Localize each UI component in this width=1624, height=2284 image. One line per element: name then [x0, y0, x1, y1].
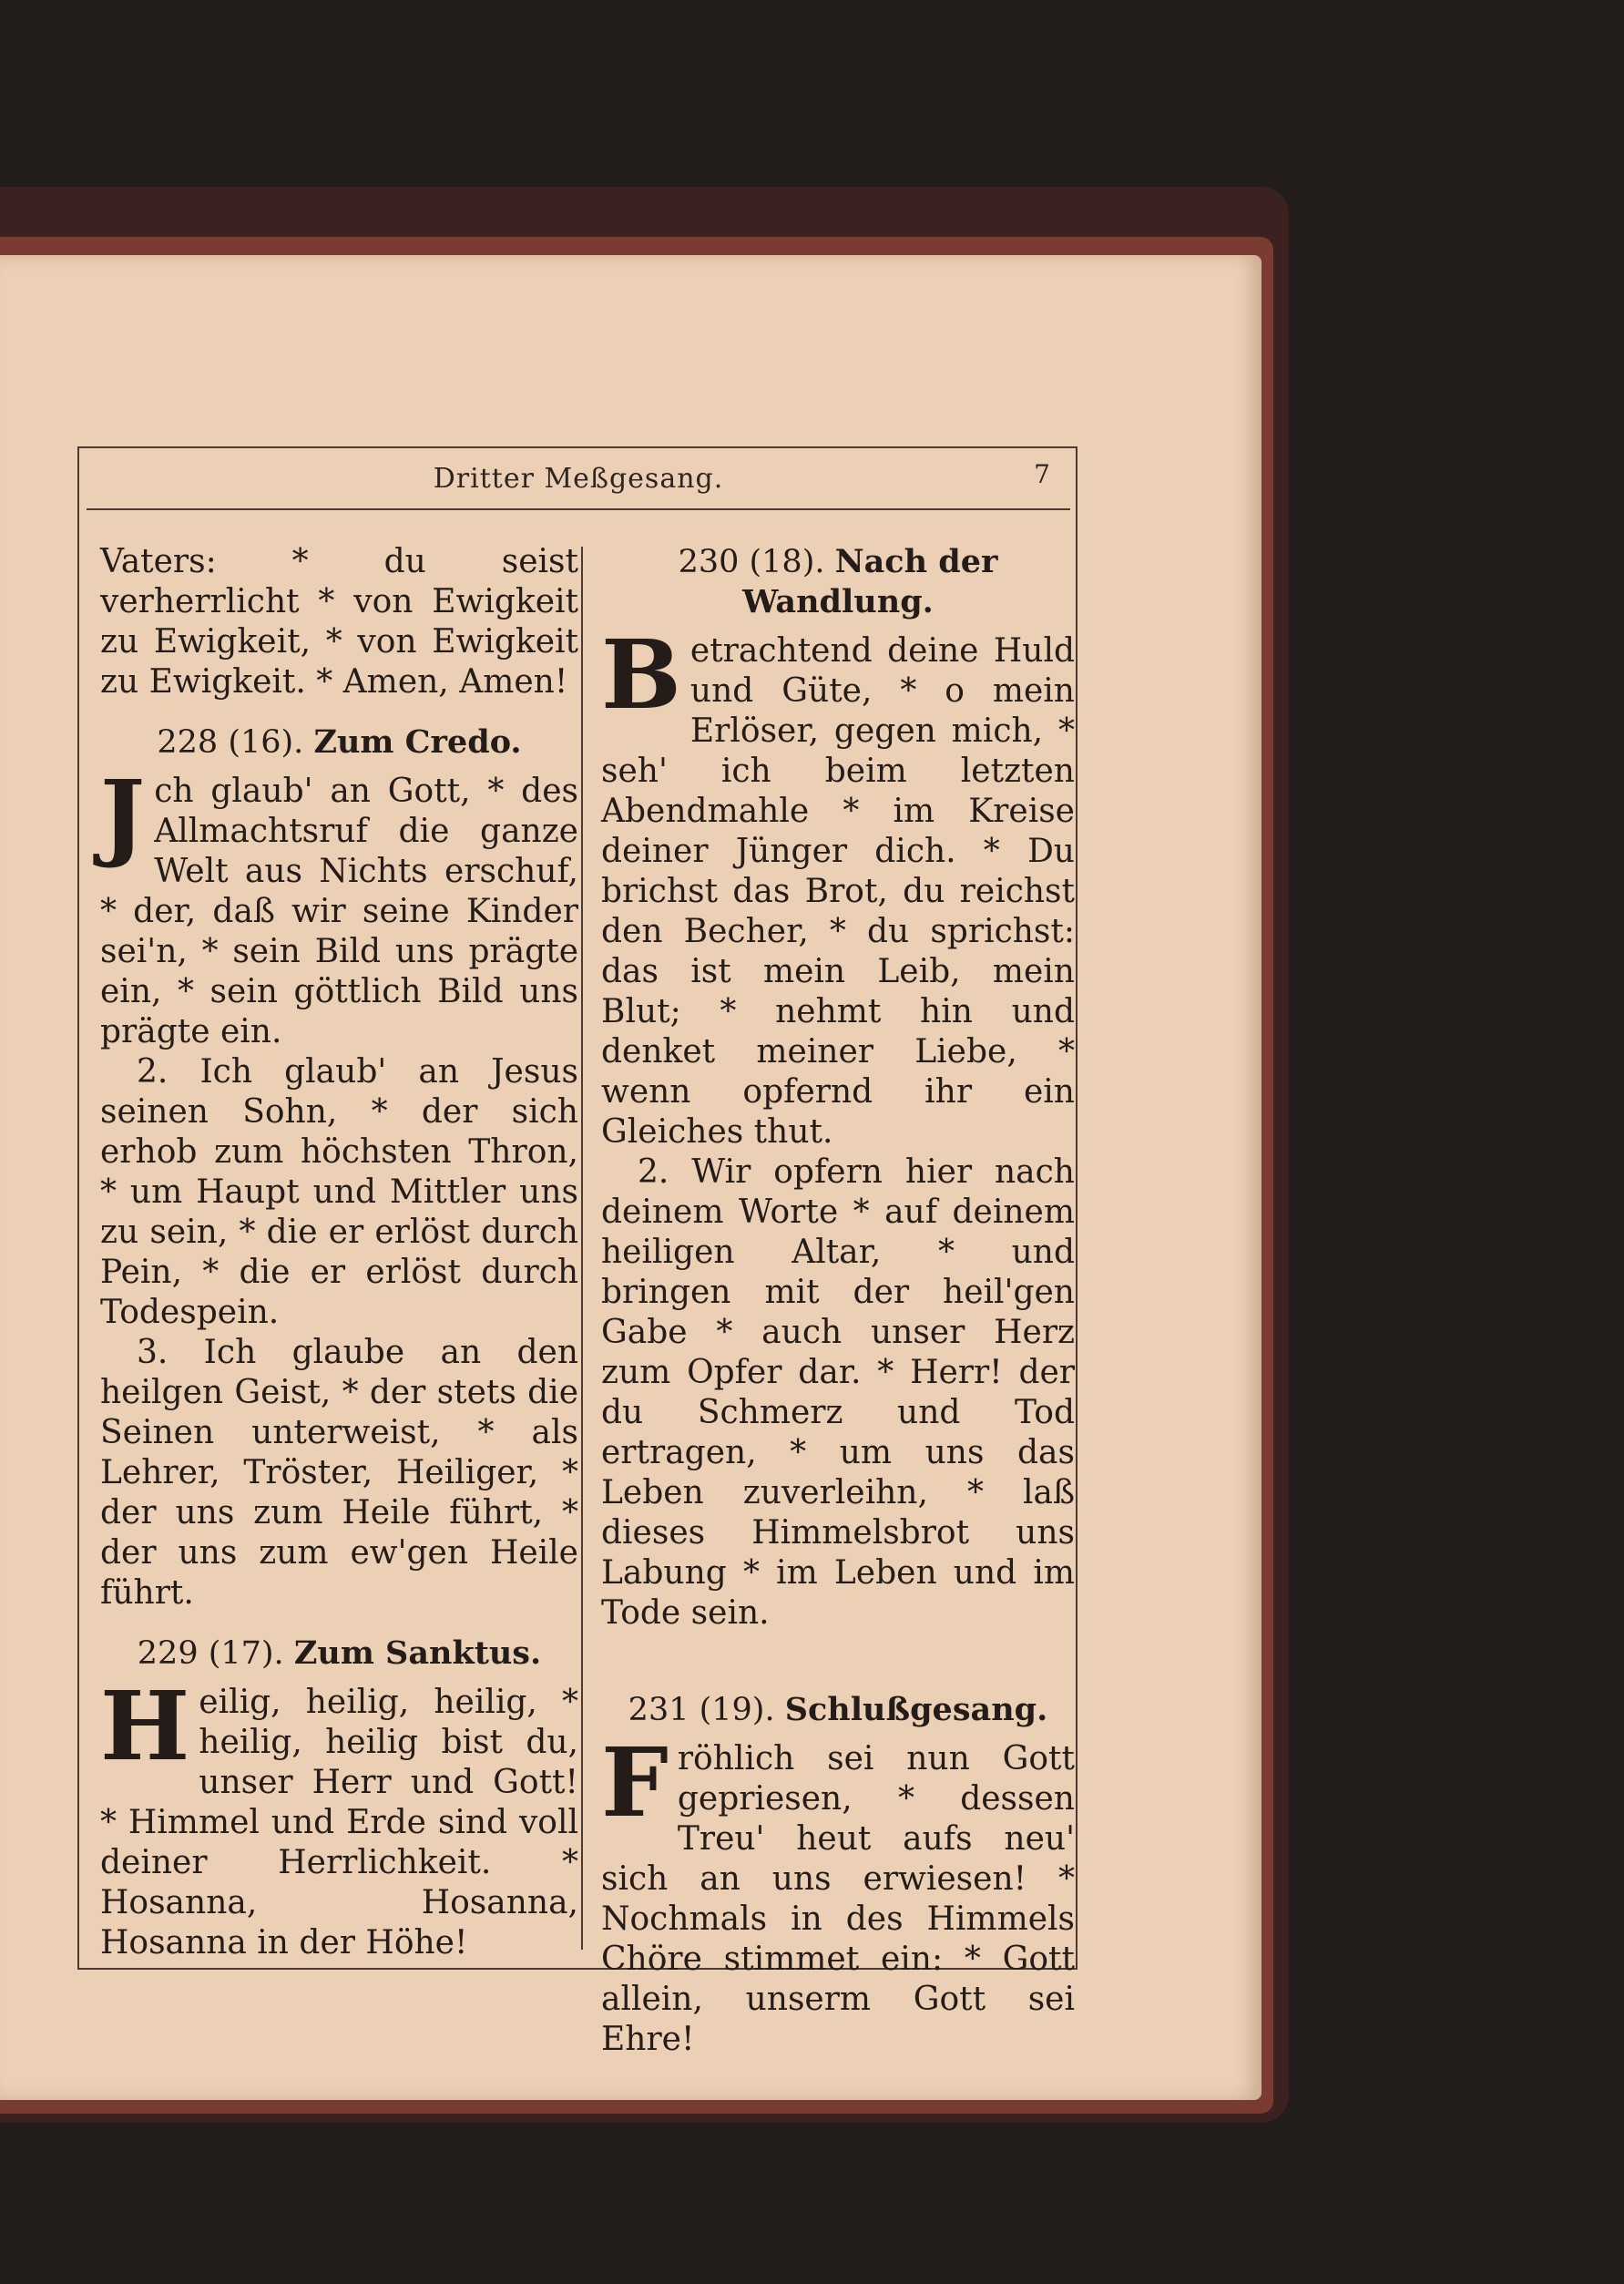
hymn-229-dropcap: H [100, 1670, 190, 1782]
hymn-228-verse-1-text: ch glaub' an Gott, * des Allmachtsruf die ganze Welt aus Nichts erschuf, * der, daß wir seine Kinder sei'n, * sein Bild uns prägte ein, * sein göttlich Bild uns prägte ein. [100, 773, 578, 1050]
hymn-231-verse-1 [601, 1726, 1075, 2060]
hymn-228-dropcap: J [100, 759, 146, 871]
left-column [100, 542, 578, 1963]
hymn-230-title: Nach der Wandlung. [742, 543, 998, 620]
hymn-229-heading [100, 1634, 578, 1674]
hymn-228-heading [100, 722, 578, 763]
column-divider [581, 547, 583, 1950]
hymn-229-title: Zum Sanktus. [293, 1634, 542, 1672]
hymn-231-title: Schlußgesang. [784, 1691, 1048, 1728]
hymn-229-verse-1-text: eilig, heilig, heilig, * heilig, heilig bist du, unser Herr und Gott! * Himmel und Erde sind voll deiner Herrlichkeit. * Hosanna, Hosanna, Hosanna in der Höhe! [100, 1684, 578, 1961]
hymn-230-number: 230 (18). [678, 544, 825, 580]
hymn-228-title: Zum Credo. [313, 723, 522, 761]
hymn-228-verse-1 [100, 759, 578, 1052]
hymn-228-verse-2: 2. Ich glaub' an Jesus seinen Sohn, * der sich erhob zum höchsten Thron, * um Haupt und Mittler uns zu sein, * die er erlöst durch Pein, * die er erlöst durch Todespein. [100, 1053, 578, 1331]
running-head [87, 456, 1070, 510]
hymn-231-verse-1-text: röhlich sei nun Gott gepriesen, * dessen Treu' heut aufs neu' sich an uns erwiesen! * Nochmals in des Himmels Chöre stimmet ein: * Gott allein, unserm Gott sei Ehre! [601, 1740, 1075, 2058]
hymn-229-verse-1 [100, 1670, 578, 1963]
hymn-230-verse-1 [601, 619, 1075, 1152]
hymn-230-verse-1-text: etrachtend deine Huld und Güte, * o mein Erlöser, gegen mich, * seh' ich beim letzten Abendmahle * im Kreise deiner Jünger dich. * Du brichst das Brot, du reichst den Becher, * du sprichst: das ist mein Leib, mein Blut; * nehmt hin und denket meiner Liebe, * wenn opfernd ihr ein Gleiches thut. [601, 632, 1075, 1151]
hymn-228-verse-3: 3. Ich glaube an den heilgen Geist, * der stets die Seinen unterweist, * als Lehrer, Tröster, Heiliger, * der uns zum Heile führt, * der uns zum ew'gen Heile führt. [100, 1334, 578, 1612]
hymn-230-verse-2: 2. Wir opfern hier nach deinem Worte * auf deinem heiligen Altar, * und bringen mit der heil'gen Gabe * auch unser Herz zum Opfer dar. * Herr! der du Schmerz und Tod ertragen, * um uns das Leben zuverleihn, * laß dieses Himmelsbrot uns Labung * im Leben und im Tode sein. [601, 1153, 1075, 1632]
hymn-230-dropcap: B [601, 619, 681, 731]
spacer [601, 1634, 1075, 1670]
page-number: 7 [1034, 459, 1050, 489]
hymn-228-number: 228 (16). [157, 724, 304, 761]
hymn-229-number: 229 (17). [137, 1635, 284, 1672]
hymn-231-number: 231 (19). [628, 1692, 775, 1728]
running-title: Dritter Meßgesang. [433, 463, 724, 495]
continuation-text: Vaters: * du seist verherrlicht * von Ewigkeit zu Ewigkeit, * von Ewigkeit zu Ewigkeit. * Amen, Amen! [100, 543, 578, 701]
hymn-231-heading [601, 1690, 1075, 1730]
hymn-231-dropcap: F [601, 1726, 669, 1838]
hymn-230-heading [601, 542, 1075, 622]
right-column [601, 542, 1075, 2060]
